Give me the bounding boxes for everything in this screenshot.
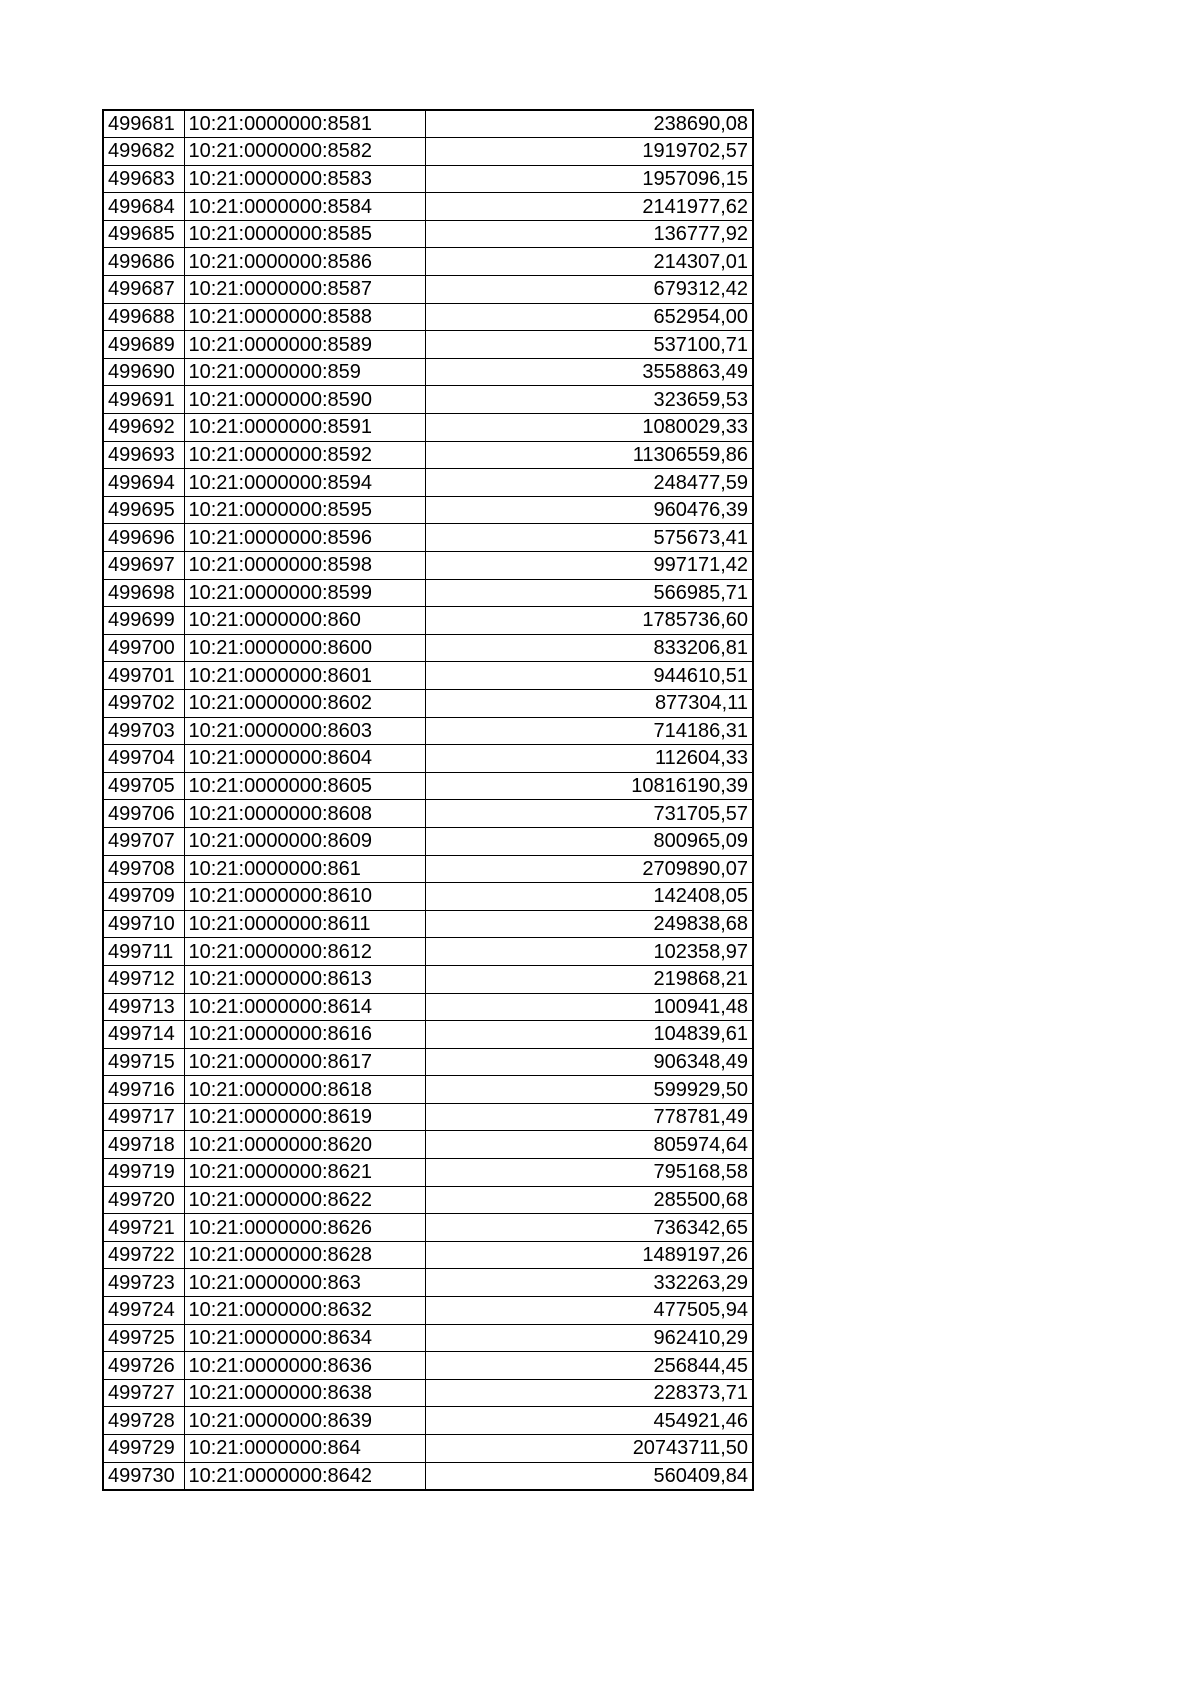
value-cell: 997171,42 (425, 552, 753, 580)
cadastral-number-cell: 10:21:0000000:8604 (184, 745, 425, 773)
table-row (103, 1269, 753, 1297)
value-cell: 100941,48 (425, 993, 753, 1021)
value-cell: 104839,61 (425, 1021, 753, 1049)
cadastral-number-cell: 10:21:0000000:8611 (184, 910, 425, 938)
value-cell: 805974,64 (425, 1131, 753, 1159)
row-id-cell: 499683 (103, 165, 184, 193)
value-cell: 877304,11 (425, 689, 753, 717)
table-row (103, 165, 753, 193)
cadastral-number-cell: 10:21:0000000:8601 (184, 662, 425, 690)
value-cell: 1919702,57 (425, 138, 753, 166)
cadastral-number-cell: 10:21:0000000:8587 (184, 276, 425, 304)
row-id-cell: 499709 (103, 883, 184, 911)
row-id-cell: 499686 (103, 248, 184, 276)
row-id-cell: 499728 (103, 1407, 184, 1435)
cadastral-number-cell: 10:21:0000000:8599 (184, 579, 425, 607)
row-id-cell: 499716 (103, 1076, 184, 1104)
value-cell: 10816190,39 (425, 772, 753, 800)
value-cell: 652954,00 (425, 303, 753, 331)
table-row (103, 1379, 753, 1407)
table-row (103, 1297, 753, 1325)
row-id-cell: 499717 (103, 1103, 184, 1131)
row-id-cell: 499723 (103, 1269, 184, 1297)
cadastral-number-cell: 10:21:0000000:8622 (184, 1186, 425, 1214)
table-row (103, 827, 753, 855)
cadastral-number-cell: 10:21:0000000:8609 (184, 827, 425, 855)
row-id-cell: 499715 (103, 1048, 184, 1076)
row-id-cell: 499710 (103, 910, 184, 938)
table-body (103, 110, 753, 1490)
row-id-cell: 499712 (103, 965, 184, 993)
row-id-cell: 499729 (103, 1435, 184, 1463)
cadastral-number-cell: 10:21:0000000:859 (184, 358, 425, 386)
cadastral-number-cell: 10:21:0000000:8582 (184, 138, 425, 166)
row-id-cell: 499724 (103, 1297, 184, 1325)
cadastral-number-cell: 10:21:0000000:8584 (184, 193, 425, 221)
table-row (103, 800, 753, 828)
table-row (103, 1214, 753, 1242)
cadastral-number-cell: 10:21:0000000:8628 (184, 1241, 425, 1269)
table-row (103, 1324, 753, 1352)
cadastral-number-cell: 10:21:0000000:8618 (184, 1076, 425, 1104)
cadastral-number-cell: 10:21:0000000:8613 (184, 965, 425, 993)
table-row (103, 469, 753, 497)
cadastral-number-cell: 10:21:0000000:8603 (184, 717, 425, 745)
row-id-cell: 499714 (103, 1021, 184, 1049)
table-row (103, 524, 753, 552)
value-cell: 112604,33 (425, 745, 753, 773)
value-cell: 249838,68 (425, 910, 753, 938)
row-id-cell: 499725 (103, 1324, 184, 1352)
row-id-cell: 499721 (103, 1214, 184, 1242)
cadastral-number-cell: 10:21:0000000:8639 (184, 1407, 425, 1435)
row-id-cell: 499730 (103, 1462, 184, 1490)
cadastral-number-cell: 10:21:0000000:860 (184, 607, 425, 635)
row-id-cell: 499700 (103, 634, 184, 662)
table-row (103, 689, 753, 717)
table-row (103, 1435, 753, 1463)
cadastral-number-cell: 10:21:0000000:8626 (184, 1214, 425, 1242)
table-row (103, 1241, 753, 1269)
value-cell: 833206,81 (425, 634, 753, 662)
cadastral-number-cell: 10:21:0000000:8595 (184, 496, 425, 524)
row-id-cell: 499699 (103, 607, 184, 635)
row-id-cell: 499726 (103, 1352, 184, 1380)
cadastral-number-cell: 10:21:0000000:8612 (184, 938, 425, 966)
value-cell: 1489197,26 (425, 1241, 753, 1269)
table-row (103, 414, 753, 442)
value-cell: 20743711,50 (425, 1435, 753, 1463)
row-id-cell: 499727 (103, 1379, 184, 1407)
cadastral-number-cell: 10:21:0000000:8590 (184, 386, 425, 414)
row-id-cell: 499685 (103, 220, 184, 248)
value-cell: 566985,71 (425, 579, 753, 607)
table-row (103, 745, 753, 773)
value-cell: 944610,51 (425, 662, 753, 690)
row-id-cell: 499722 (103, 1241, 184, 1269)
cadastral-number-cell: 10:21:0000000:8583 (184, 165, 425, 193)
value-cell: 960476,39 (425, 496, 753, 524)
table-row (103, 441, 753, 469)
table-row (103, 276, 753, 304)
table-row (103, 552, 753, 580)
value-cell: 136777,92 (425, 220, 753, 248)
value-cell: 454921,46 (425, 1407, 753, 1435)
value-cell: 285500,68 (425, 1186, 753, 1214)
value-cell: 679312,42 (425, 276, 753, 304)
table-row (103, 634, 753, 662)
cadastral-number-cell: 10:21:0000000:8619 (184, 1103, 425, 1131)
table-row (103, 965, 753, 993)
row-id-cell: 499702 (103, 689, 184, 717)
row-id-cell: 499696 (103, 524, 184, 552)
table-row (103, 1131, 753, 1159)
cadastral-number-cell: 10:21:0000000:8589 (184, 331, 425, 359)
cadastral-number-cell: 10:21:0000000:8588 (184, 303, 425, 331)
row-id-cell: 499719 (103, 1159, 184, 1187)
value-cell: 575673,41 (425, 524, 753, 552)
cadastral-number-cell: 10:21:0000000:8616 (184, 1021, 425, 1049)
table-row (103, 138, 753, 166)
row-id-cell: 499691 (103, 386, 184, 414)
value-cell: 238690,08 (425, 110, 753, 138)
cadastral-number-cell: 10:21:0000000:8610 (184, 883, 425, 911)
value-cell: 2709890,07 (425, 855, 753, 883)
row-id-cell: 499708 (103, 855, 184, 883)
cadastral-number-cell: 10:21:0000000:8632 (184, 1297, 425, 1325)
table-row (103, 579, 753, 607)
value-cell: 219868,21 (425, 965, 753, 993)
table-row (103, 993, 753, 1021)
cadastral-number-cell: 10:21:0000000:8642 (184, 1462, 425, 1490)
cadastral-number-cell: 10:21:0000000:8617 (184, 1048, 425, 1076)
cadastral-number-cell: 10:21:0000000:8591 (184, 414, 425, 442)
value-cell: 11306559,86 (425, 441, 753, 469)
value-cell: 731705,57 (425, 800, 753, 828)
table-row (103, 1048, 753, 1076)
value-cell: 142408,05 (425, 883, 753, 911)
table-row (103, 1103, 753, 1131)
cadastral-number-cell: 10:21:0000000:8638 (184, 1379, 425, 1407)
value-cell: 795168,58 (425, 1159, 753, 1187)
table-row (103, 1186, 753, 1214)
cadastral-number-cell: 10:21:0000000:8592 (184, 441, 425, 469)
table-row (103, 607, 753, 635)
table-row (103, 220, 753, 248)
table-row (103, 1462, 753, 1490)
table-row (103, 1076, 753, 1104)
row-id-cell: 499698 (103, 579, 184, 607)
table-row (103, 331, 753, 359)
table-row (103, 1021, 753, 1049)
table-row (103, 386, 753, 414)
table-row (103, 303, 753, 331)
table-row (103, 110, 753, 138)
cadastral-number-cell: 10:21:0000000:8614 (184, 993, 425, 1021)
cadastral-number-cell: 10:21:0000000:8586 (184, 248, 425, 276)
row-id-cell: 499690 (103, 358, 184, 386)
value-cell: 778781,49 (425, 1103, 753, 1131)
table-row (103, 193, 753, 221)
value-cell: 560409,84 (425, 1462, 753, 1490)
row-id-cell: 499697 (103, 552, 184, 580)
row-id-cell: 499682 (103, 138, 184, 166)
cadastral-number-cell: 10:21:0000000:8608 (184, 800, 425, 828)
value-cell: 599929,50 (425, 1076, 753, 1104)
table-row (103, 1159, 753, 1187)
row-id-cell: 499684 (103, 193, 184, 221)
row-id-cell: 499689 (103, 331, 184, 359)
table-row (103, 717, 753, 745)
row-id-cell: 499693 (103, 441, 184, 469)
cadastral-number-cell: 10:21:0000000:8585 (184, 220, 425, 248)
row-id-cell: 499707 (103, 827, 184, 855)
row-id-cell: 499718 (103, 1131, 184, 1159)
row-id-cell: 499687 (103, 276, 184, 304)
value-cell: 1957096,15 (425, 165, 753, 193)
data-table (102, 109, 754, 1491)
row-id-cell: 499694 (103, 469, 184, 497)
table-row (103, 662, 753, 690)
cadastral-number-cell: 10:21:0000000:863 (184, 1269, 425, 1297)
value-cell: 800965,09 (425, 827, 753, 855)
value-cell: 214307,01 (425, 248, 753, 276)
value-cell: 2141977,62 (425, 193, 753, 221)
value-cell: 714186,31 (425, 717, 753, 745)
value-cell: 736342,65 (425, 1214, 753, 1242)
row-id-cell: 499681 (103, 110, 184, 138)
cadastral-number-cell: 10:21:0000000:8596 (184, 524, 425, 552)
value-cell: 3558863,49 (425, 358, 753, 386)
value-cell: 248477,59 (425, 469, 753, 497)
value-cell: 256844,45 (425, 1352, 753, 1380)
row-id-cell: 499720 (103, 1186, 184, 1214)
cadastral-number-cell: 10:21:0000000:8636 (184, 1352, 425, 1380)
cadastral-number-cell: 10:21:0000000:8634 (184, 1324, 425, 1352)
table-row (103, 855, 753, 883)
table-row (103, 1407, 753, 1435)
value-cell: 228373,71 (425, 1379, 753, 1407)
row-id-cell: 499703 (103, 717, 184, 745)
row-id-cell: 499706 (103, 800, 184, 828)
cadastral-number-cell: 10:21:0000000:8602 (184, 689, 425, 717)
cadastral-number-cell: 10:21:0000000:8594 (184, 469, 425, 497)
cadastral-number-cell: 10:21:0000000:8621 (184, 1159, 425, 1187)
row-id-cell: 499711 (103, 938, 184, 966)
value-cell: 332263,29 (425, 1269, 753, 1297)
row-id-cell: 499704 (103, 745, 184, 773)
cadastral-number-cell: 10:21:0000000:8600 (184, 634, 425, 662)
table-row (103, 938, 753, 966)
cadastral-number-cell: 10:21:0000000:8581 (184, 110, 425, 138)
value-cell: 323659,53 (425, 386, 753, 414)
value-cell: 537100,71 (425, 331, 753, 359)
table-row (103, 883, 753, 911)
row-id-cell: 499705 (103, 772, 184, 800)
table-row (103, 496, 753, 524)
row-id-cell: 499695 (103, 496, 184, 524)
cadastral-number-cell: 10:21:0000000:8620 (184, 1131, 425, 1159)
row-id-cell: 499692 (103, 414, 184, 442)
value-cell: 102358,97 (425, 938, 753, 966)
value-cell: 477505,94 (425, 1297, 753, 1325)
row-id-cell: 499713 (103, 993, 184, 1021)
value-cell: 962410,29 (425, 1324, 753, 1352)
table-row (103, 1352, 753, 1380)
cadastral-number-cell: 10:21:0000000:861 (184, 855, 425, 883)
cadastral-number-cell: 10:21:0000000:8605 (184, 772, 425, 800)
table-row (103, 772, 753, 800)
value-cell: 1080029,33 (425, 414, 753, 442)
table-row (103, 358, 753, 386)
row-id-cell: 499701 (103, 662, 184, 690)
value-cell: 1785736,60 (425, 607, 753, 635)
value-cell: 906348,49 (425, 1048, 753, 1076)
table-row (103, 910, 753, 938)
table-row (103, 248, 753, 276)
cadastral-number-cell: 10:21:0000000:8598 (184, 552, 425, 580)
cadastral-number-cell: 10:21:0000000:864 (184, 1435, 425, 1463)
row-id-cell: 499688 (103, 303, 184, 331)
